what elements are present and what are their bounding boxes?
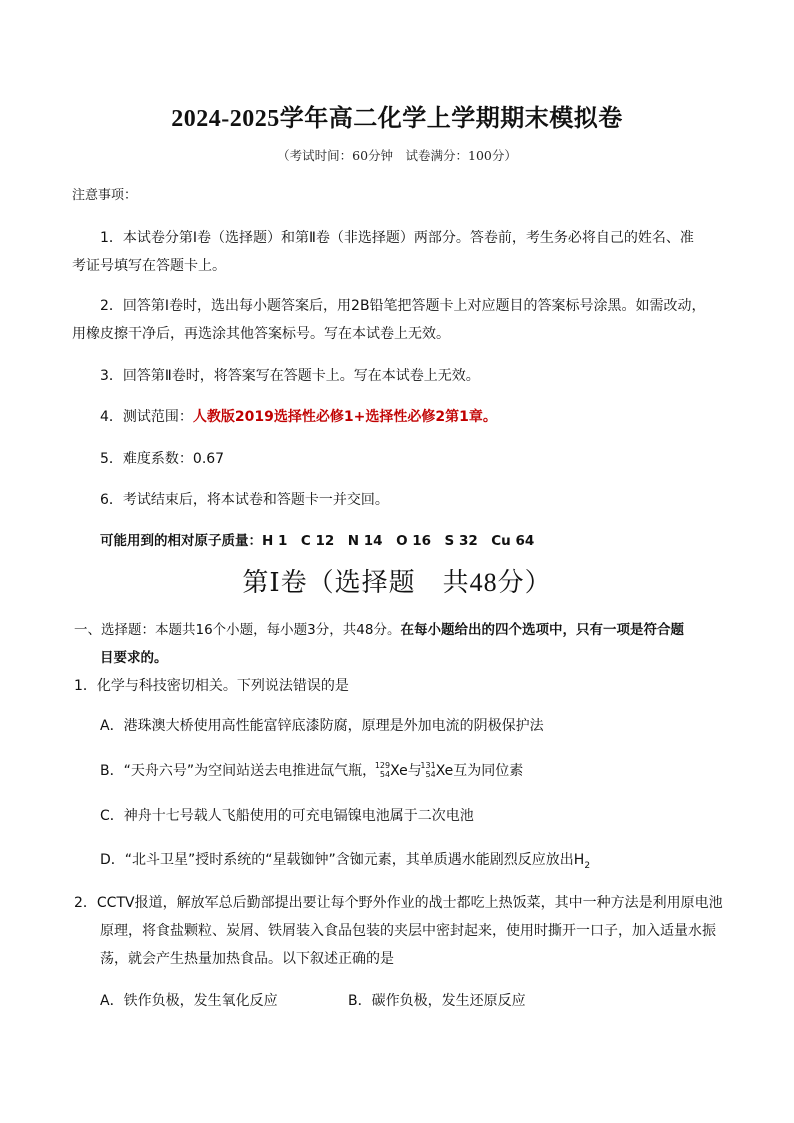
part1-instructions-line-1 [74, 620, 734, 640]
question-1-option-b [100, 761, 523, 781]
question-1-option-a: A．港珠澳大桥使用高性能富锌底漆防腐，原理是外加电流的阴极保护法 [100, 718, 544, 734]
notice-item-4 [100, 407, 734, 427]
mass-number: 131 [420, 761, 436, 770]
atomic-mass-line: 可能用到的相对原子质量：H 1 C 12 N 14 O 16 S 32 Cu 64 [100, 533, 535, 549]
part1-instructions-line-2: 目要求的。 [100, 650, 168, 666]
question-2-line-1: 2．CCTV报道，解放军总后勤部提出要让每个野外作业的战士都吃上热饭菜，其中一种方法是利用原电池 [74, 895, 723, 911]
section-title: 第Ⅰ卷（选择题 共48分） [242, 568, 552, 597]
question-1-option-c: C．神舟十七号载人飞船使用的可充电镉镍电池属于二次电池 [100, 808, 474, 824]
element-symbol: Xe [390, 763, 408, 779]
question-2-line-2: 原理，将食盐颗粒、炭屑、铁屑装入食品包装的夹层中密封起来，使用时撕开一口子，加入适量水振 [100, 923, 716, 939]
element-symbol: Xe [435, 763, 454, 779]
mass-number: 129 [374, 761, 391, 770]
part1-scoring: 本题共16个小题，每小题3分，共48分。 [155, 622, 401, 638]
exam-info: （考试时间：60分钟 试卷满分：100分） [277, 148, 517, 163]
question-2-option-b: B．碳作负极，发生还原反应 [348, 993, 526, 1009]
option-d-text: D．“北斗卫星”授时系统的“星载铷钟”含铷元素，其单质遇水能剧烈反应放出H [100, 852, 585, 868]
question-2-line-3: 荡，就会产生热量加热食品。以下叙述正确的是 [100, 951, 394, 967]
notice-heading: 注意事项： [72, 188, 138, 203]
notice-item-4-label: 4．测试范围： [100, 409, 193, 425]
notice-item-1-line-2: 考证号填写在答题卡上。 [72, 258, 226, 274]
page-title: 2024-2025学年高二化学上学期期末模拟卷 [171, 106, 623, 132]
option-b-suffix: 互为同位素 [453, 763, 524, 779]
notice-item-3: 3．回答第Ⅱ卷时，将答案写在答题卡上。写在本试卷上无效。 [100, 368, 480, 384]
notice-item-5: 5．难度系数：0.67 [100, 451, 225, 467]
subscript: 2 [584, 860, 591, 871]
isotope-notation [422, 761, 436, 781]
atomic-number: 54 [379, 770, 391, 779]
option-b-prefix: B．“天舟六号”为空间站送去电推进氙气瓶， [100, 763, 377, 779]
notice-item-1-line-1: 1．本试卷分第Ⅰ卷（选择题）和第Ⅱ卷（非选择题）两部分。答卷前，考生务必将自己的姓名、准 [100, 230, 694, 246]
question-1-stem: 1．化学与科技密切相关。下列说法错误的是 [74, 678, 349, 694]
isotope-notation [376, 761, 390, 781]
notice-item-2-line-1: 2．回答第Ⅰ卷时，选出每小题答案后，用2B铅笔把答题卡上对应题目的答案标号涂黑。如需改动， [100, 298, 706, 314]
part1-label: 一、选择题： [74, 622, 155, 638]
option-b-connector: 与 [407, 763, 422, 779]
part1-rule: 在每小题给出的四个选项中，只有一项是符合题 [400, 622, 684, 638]
question-2-option-a: A．铁作负极，发生氧化反应 [100, 993, 278, 1009]
notice-item-6: 6．考试结束后，将本试卷和答题卡一并交回。 [100, 492, 389, 508]
atomic-number: 54 [425, 770, 436, 779]
question-1-option-d [100, 850, 590, 876]
notice-item-2-line-2: 用橡皮擦干净后，再选涂其他答案标号。写在本试卷上无效。 [72, 326, 450, 342]
test-scope: 人教版2019选择性必修1+选择性必修2第1章。 [192, 409, 497, 425]
